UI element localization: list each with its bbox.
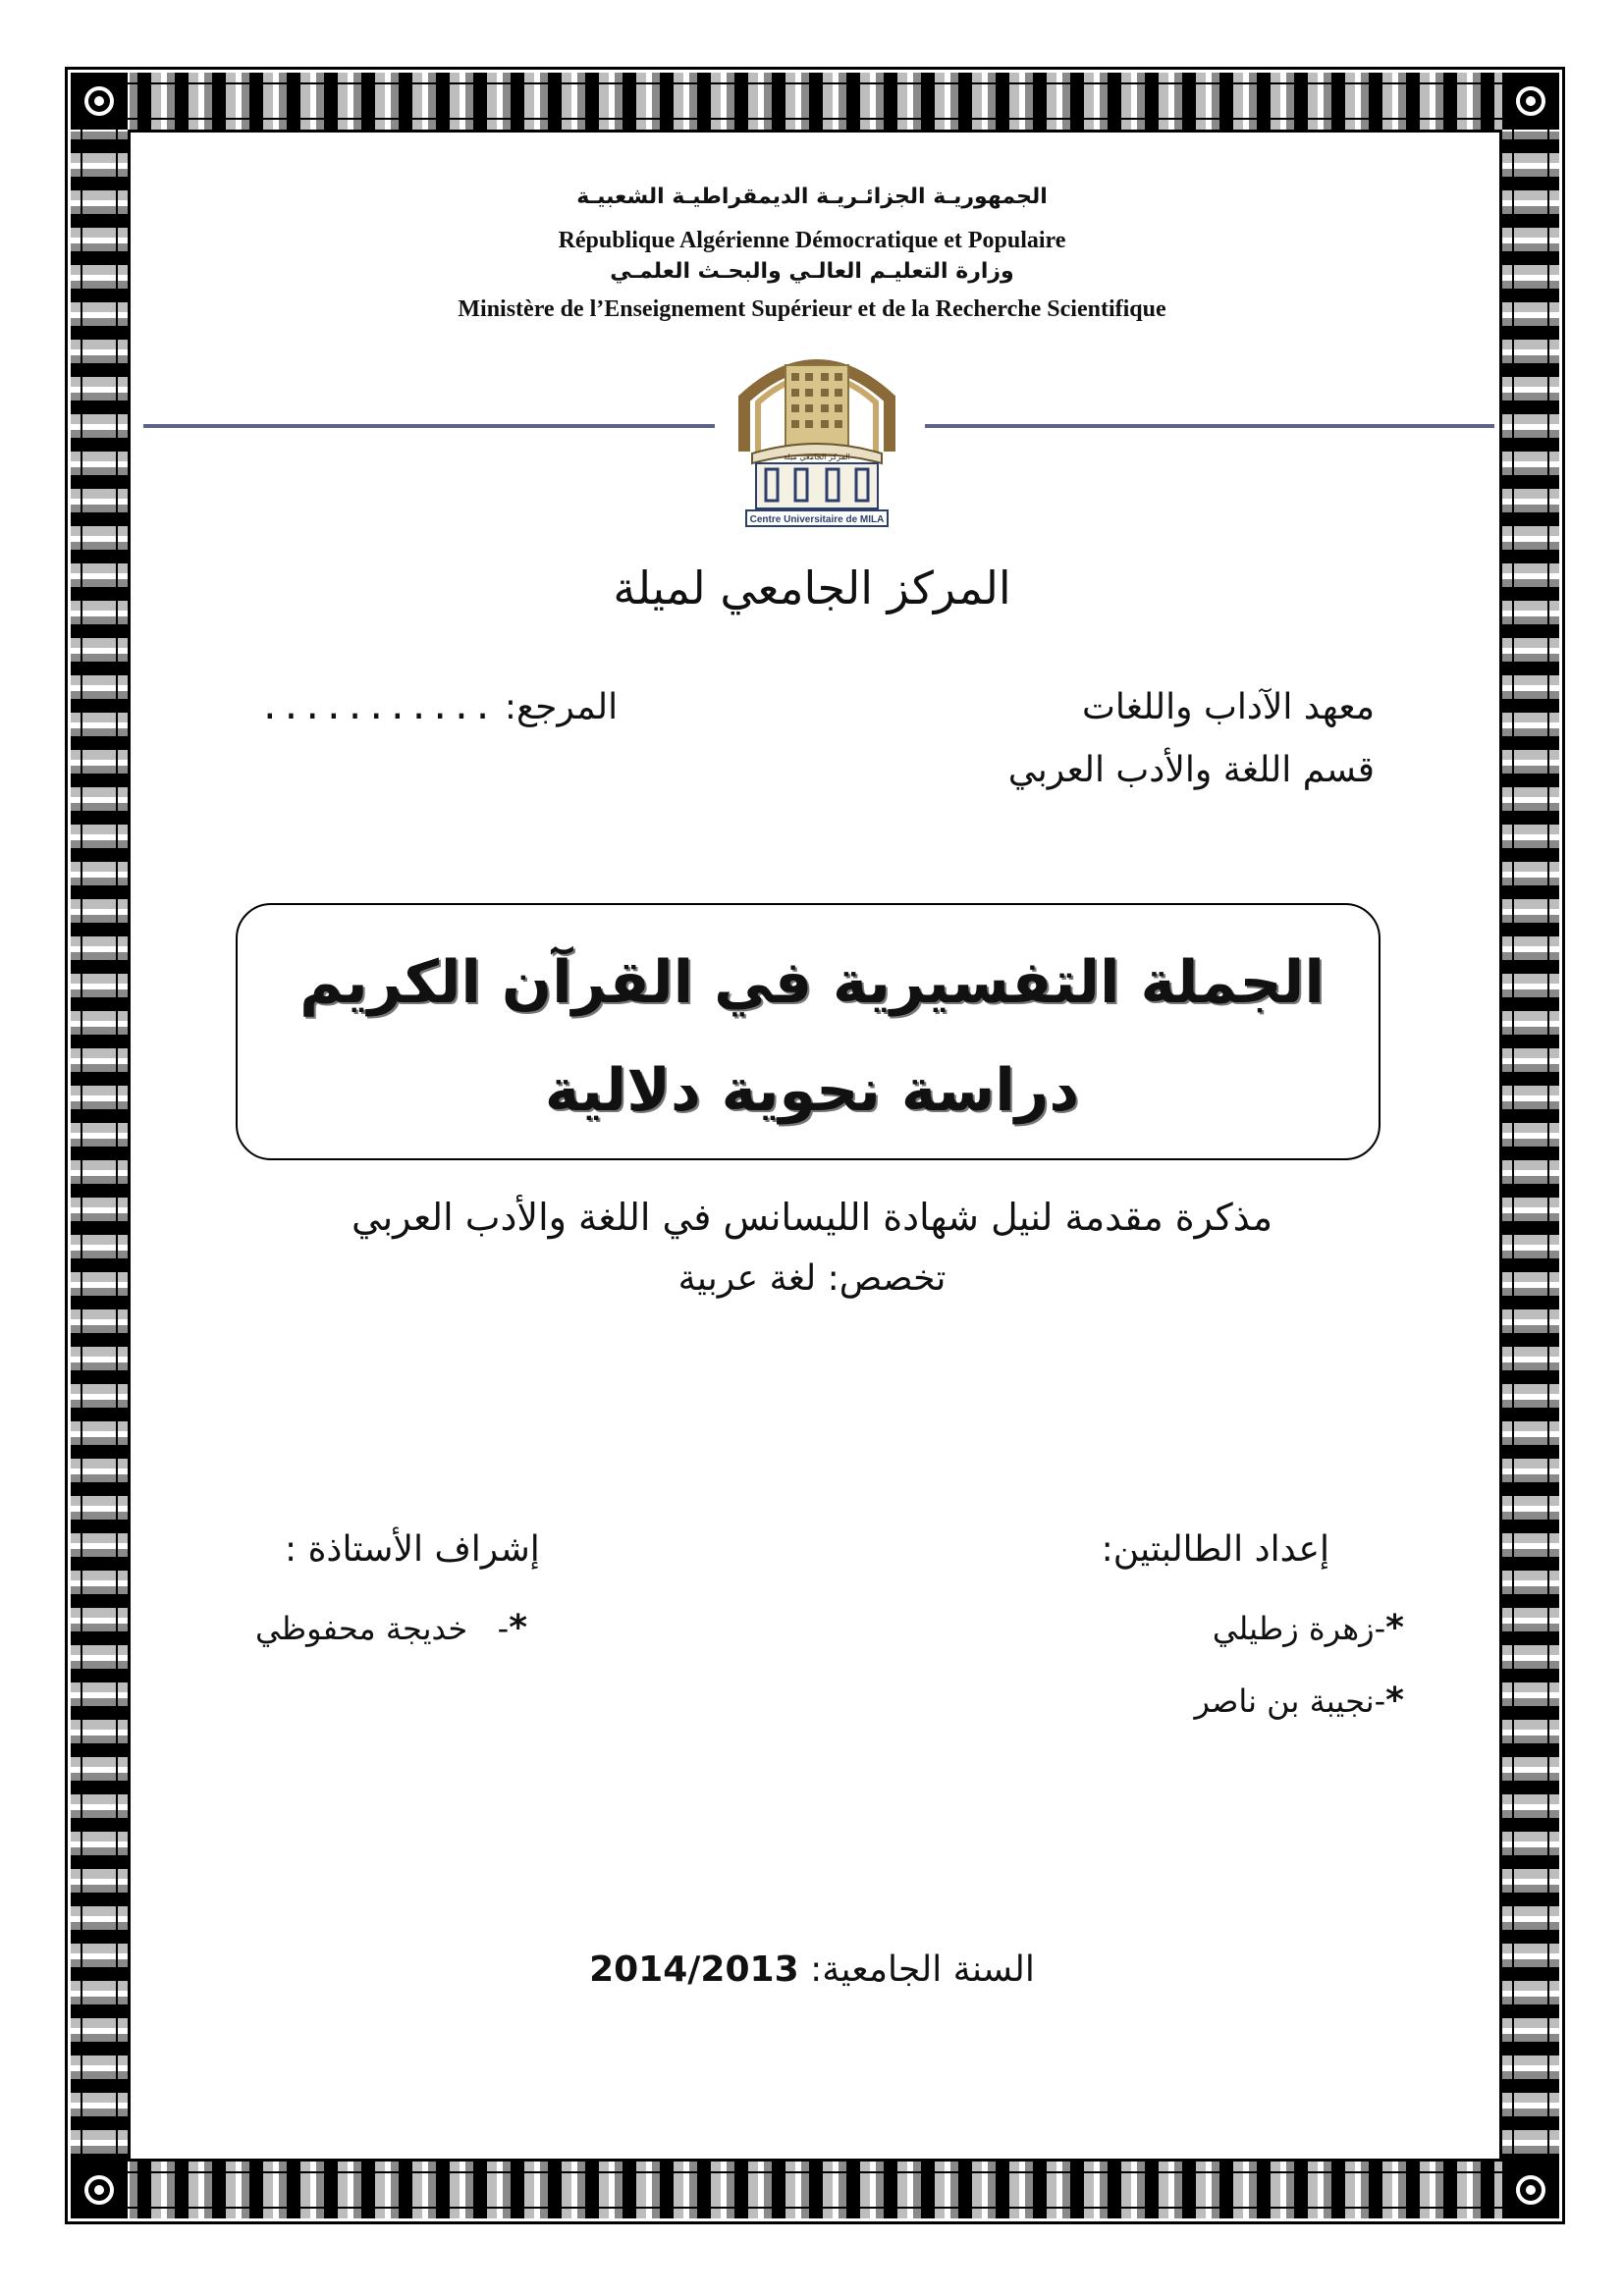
student-name-text: زهرة زطيلي [1212, 1610, 1375, 1647]
supervisor-name-text: خديجة محفوظي [255, 1610, 468, 1647]
header-rule-right [925, 424, 1494, 428]
corner-ornament-icon [71, 2162, 128, 2218]
bullet-star-icon: * [509, 1608, 528, 1648]
republic-name-ar: الجمهوريـة الجزائـريـة الديمقراطيـة الشعبيـة [576, 185, 1048, 209]
institute-name: معهد الآداب واللغات [1082, 687, 1375, 727]
bullet-dash: - [497, 1610, 510, 1647]
supervisor-name [255, 1608, 527, 1648]
student-name-text: نجيبة بن ناصر [1194, 1682, 1375, 1720]
student-name [1213, 1608, 1404, 1648]
academic-year-label: السنة الجامعية: [810, 1949, 1035, 1990]
thesis-title: الجملة التفسيرية في القرآن الكريم [299, 948, 1325, 1017]
bullet-dash: - [1374, 1610, 1386, 1647]
logo-banner-text: المركز الجامعي ميلة [784, 453, 850, 461]
corner-ornament-icon [1502, 2162, 1559, 2218]
bullet-dash: - [1374, 1682, 1386, 1720]
border-band-left [71, 73, 128, 2218]
border-band-bottom [71, 2162, 1559, 2218]
student-name [1195, 1681, 1405, 1721]
ministry-name-ar: وزارة التعليـم العالـي والبحـث العلمـي [610, 259, 1014, 284]
header-rule-left [143, 424, 715, 428]
ministry-name-fr: Ministère de l’Enseignement Supérieur et de la Recherche Scientifique [458, 296, 1166, 322]
students-label: إعداد الطالبتين: [1101, 1529, 1329, 1570]
border-band-right [1502, 73, 1559, 2218]
academic-year-value: 2014/2013 [589, 1949, 799, 1990]
thesis-subtitle: دراسة نحوية دلالية [544, 1056, 1080, 1125]
department-name: قسم اللغة والأدب العربي [1007, 750, 1375, 790]
reference-value: ........... [259, 687, 494, 727]
bullet-star-icon: * [1385, 1681, 1404, 1721]
republic-name-fr: République Algérienne Démocratique et Populaire [558, 228, 1066, 253]
reference-label: المرجع: [504, 687, 619, 727]
university-logo [731, 342, 903, 528]
specialty: تخصص: لغة عربية [677, 1258, 947, 1299]
memo-description: مذكرة مقدمة لنيل شهادة الليسانس في اللغة والأدب العربي [351, 1196, 1273, 1239]
university-center-name: المركز الجامعي لميلة [613, 561, 1011, 614]
supervisor-label: إشراف الأستاذة : [285, 1529, 540, 1570]
corner-ornament-icon [1502, 73, 1559, 130]
logo-caption: Centre Universitaire de MILA [749, 514, 885, 525]
corner-ornament-icon [71, 73, 128, 130]
reference-field [259, 687, 618, 727]
bullet-star-icon: * [1385, 1608, 1404, 1648]
academic-year [0, 1949, 1624, 1990]
border-band-top [71, 73, 1559, 130]
